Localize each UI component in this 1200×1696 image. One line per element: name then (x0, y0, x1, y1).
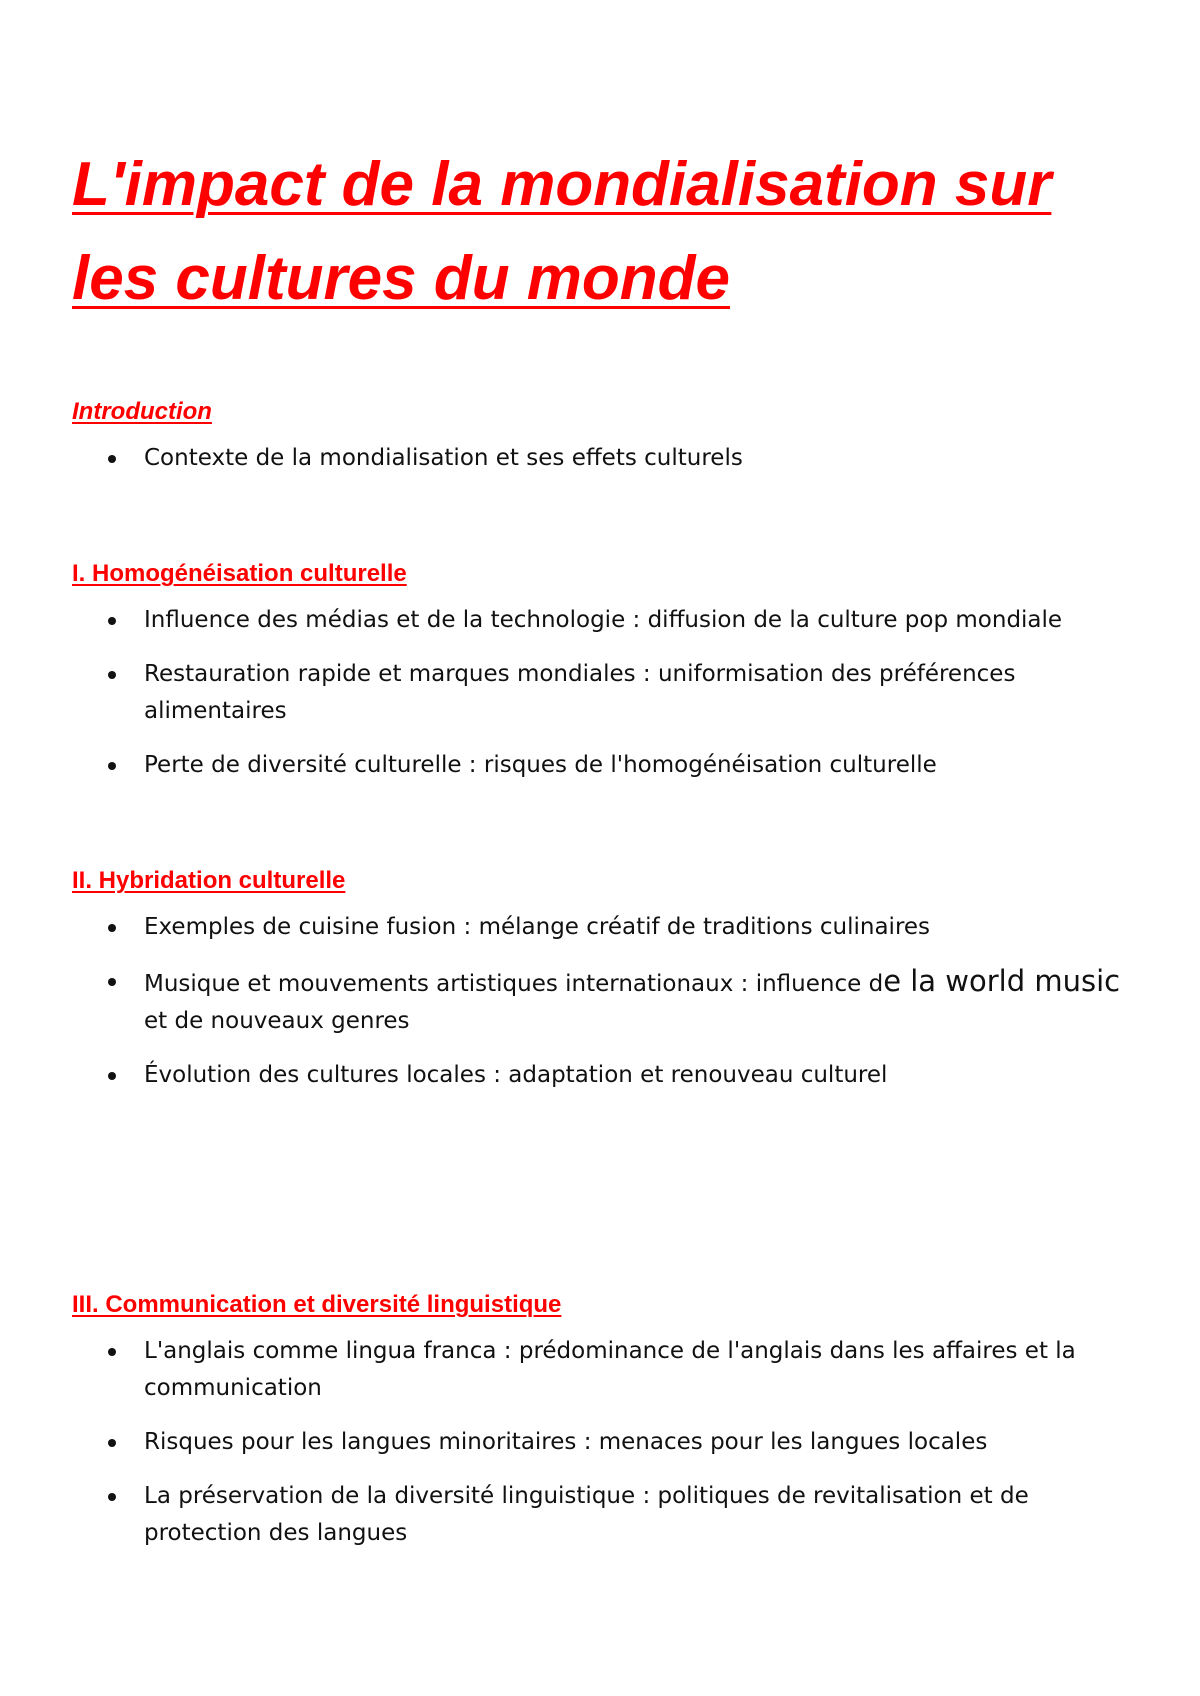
list-item (72, 656, 1132, 730)
list-item (72, 1333, 1132, 1407)
list-item (72, 1057, 1132, 1094)
bullet-dot-icon (108, 1493, 116, 1501)
list-item-text-part: Musique et mouvements artistiques internationaux : influence d (144, 971, 884, 997)
section-introduction (72, 396, 1132, 494)
bullet-dot-icon (108, 978, 116, 986)
section-hybridation (72, 865, 1132, 1111)
bullet-list (72, 909, 1132, 1094)
bullet-dot-icon (108, 1072, 116, 1080)
list-item-text: L'anglais comme lingua franca : prédominance de l'anglais dans les affaires et la communication (144, 1338, 1076, 1401)
list-item (72, 909, 1132, 946)
list-item-text: Contexte de la mondialisation et ses effets culturels (144, 445, 743, 471)
list-item (72, 747, 1132, 784)
list-item-text: Évolution des cultures locales : adaptation et renouveau culturel (144, 1062, 888, 1088)
section-homogeneisation (72, 558, 1132, 801)
list-item-text-emphasis: e la world music (883, 964, 1121, 998)
list-item-text: Restauration rapide et marques mondiales : uniformisation des préférences alimentaires (144, 661, 1016, 724)
list-item-text-part: et de nouveaux genres (144, 1008, 410, 1034)
list-item (72, 1424, 1132, 1461)
section-heading: III. Communication et diversité linguistique (72, 1291, 562, 1318)
list-item-text: Exemples de cuisine fusion : mélange créatif de traditions culinaires (144, 914, 931, 940)
bullet-list (72, 1333, 1132, 1552)
section-heading: II. Hybridation culturelle (72, 867, 346, 894)
bullet-dot-icon (108, 455, 116, 463)
bullet-dot-icon (108, 1348, 116, 1356)
list-item-text: Risques pour les langues minoritaires : menaces pour les langues locales (144, 1429, 988, 1455)
list-item (72, 602, 1132, 639)
list-item-text: Perte de diversité culturelle : risques de l'homogénéisation culturelle (144, 752, 937, 778)
bullet-dot-icon (108, 762, 116, 770)
bullet-dot-icon (108, 1439, 116, 1447)
bullet-dot-icon (108, 617, 116, 625)
section-heading: Introduction (72, 398, 212, 425)
list-item-text: La préservation de la diversité linguistique : politiques de revitalisation et de protection des langues (144, 1483, 1029, 1546)
page-title: L'impact de la mondialisation sur les cultures du monde (72, 150, 1052, 313)
bullet-dot-icon (108, 924, 116, 932)
section-communication (72, 1289, 1132, 1569)
list-item (72, 1478, 1132, 1552)
bullet-list (72, 602, 1132, 784)
list-item (72, 963, 1132, 1040)
list-item (72, 440, 1132, 477)
section-heading: I. Homogénéisation culturelle (72, 560, 407, 587)
bullet-dot-icon (108, 671, 116, 679)
bullet-list (72, 440, 1132, 477)
list-item-text: Influence des médias et de la technologie : diffusion de la culture pop mondiale (144, 607, 1063, 633)
